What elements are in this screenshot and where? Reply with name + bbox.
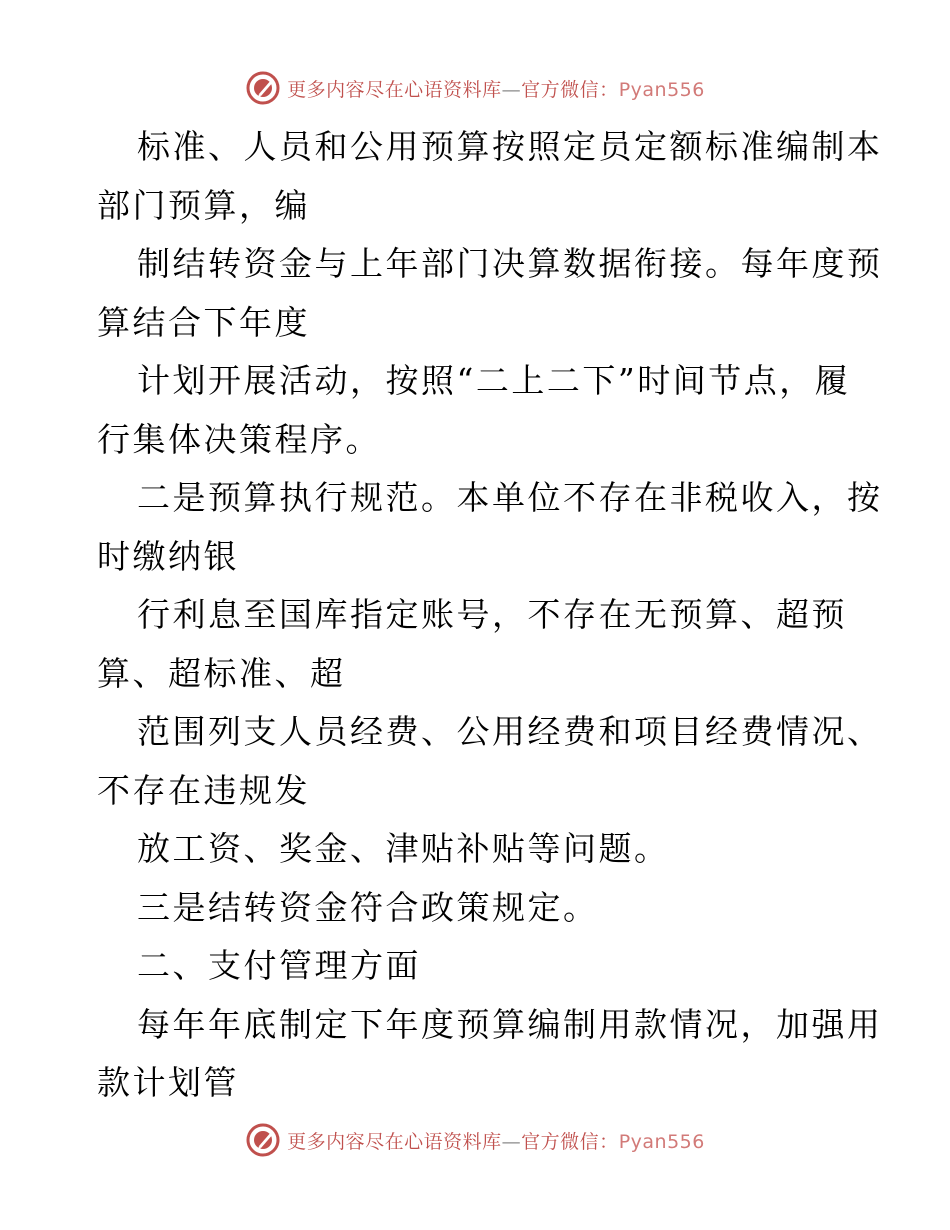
text-line: 不存在违规发: [97, 770, 310, 810]
text-line: 算结合下年度: [97, 302, 310, 342]
text-line: 二是预算执行规范。本单位不存在非税收入，按: [137, 478, 883, 517]
footer-watermark: [0, 1120, 950, 1160]
text-line: 行集体决策程序。: [97, 419, 381, 459]
text-line: 制结转资金与上年部门决算数据衔接。每年度预: [137, 244, 883, 283]
text-line: 行利息至国库指定账号，不存在无预算、超预: [137, 595, 847, 634]
text-line: 每年年底制定下年度预算编制用款情况，加强用: [137, 1004, 883, 1044]
text-line: 放工资、奖金、津贴补贴等问题。: [137, 829, 670, 868]
header-watermark: [0, 68, 950, 108]
watermark-text-b: 官方微信：: [521, 78, 619, 101]
watermark-dash: —: [501, 78, 522, 101]
text-line: 算、超标准、超: [97, 653, 346, 693]
watermark-account: Pyan556: [618, 78, 705, 101]
section-heading: 二、支付管理方面: [137, 946, 421, 985]
watermark-text-b: 官方微信：: [521, 1130, 619, 1153]
text-line: 款计划管: [97, 1063, 239, 1102]
watermark-text-a: 更多内容尽在心语资料库: [287, 78, 502, 101]
text-line: 范围列支人员经费、公用经费和项目经费情况、: [137, 712, 883, 751]
watermark-text: [287, 1127, 705, 1154]
text-line: 三是结转资金符合政策规定。: [137, 887, 599, 927]
watermark-text-a: 更多内容尽在心语资料库: [287, 1130, 502, 1153]
pen-nib-logo-icon: [245, 70, 281, 106]
text-line: 部门预算，编: [97, 185, 310, 225]
watermark-text: [287, 75, 705, 102]
watermark-account: Pyan556: [618, 1130, 705, 1153]
text-line: 标准、人员和公用预算按照定员定额标准编制本: [137, 127, 883, 166]
document-body: [97, 118, 883, 1113]
pen-nib-logo-icon: [245, 1122, 281, 1158]
text-line: 计划开展活动，按照“二上二下”时间节点，履: [137, 361, 851, 400]
watermark-dash: —: [501, 1130, 522, 1153]
text-line: 时缴纳银: [97, 536, 239, 576]
